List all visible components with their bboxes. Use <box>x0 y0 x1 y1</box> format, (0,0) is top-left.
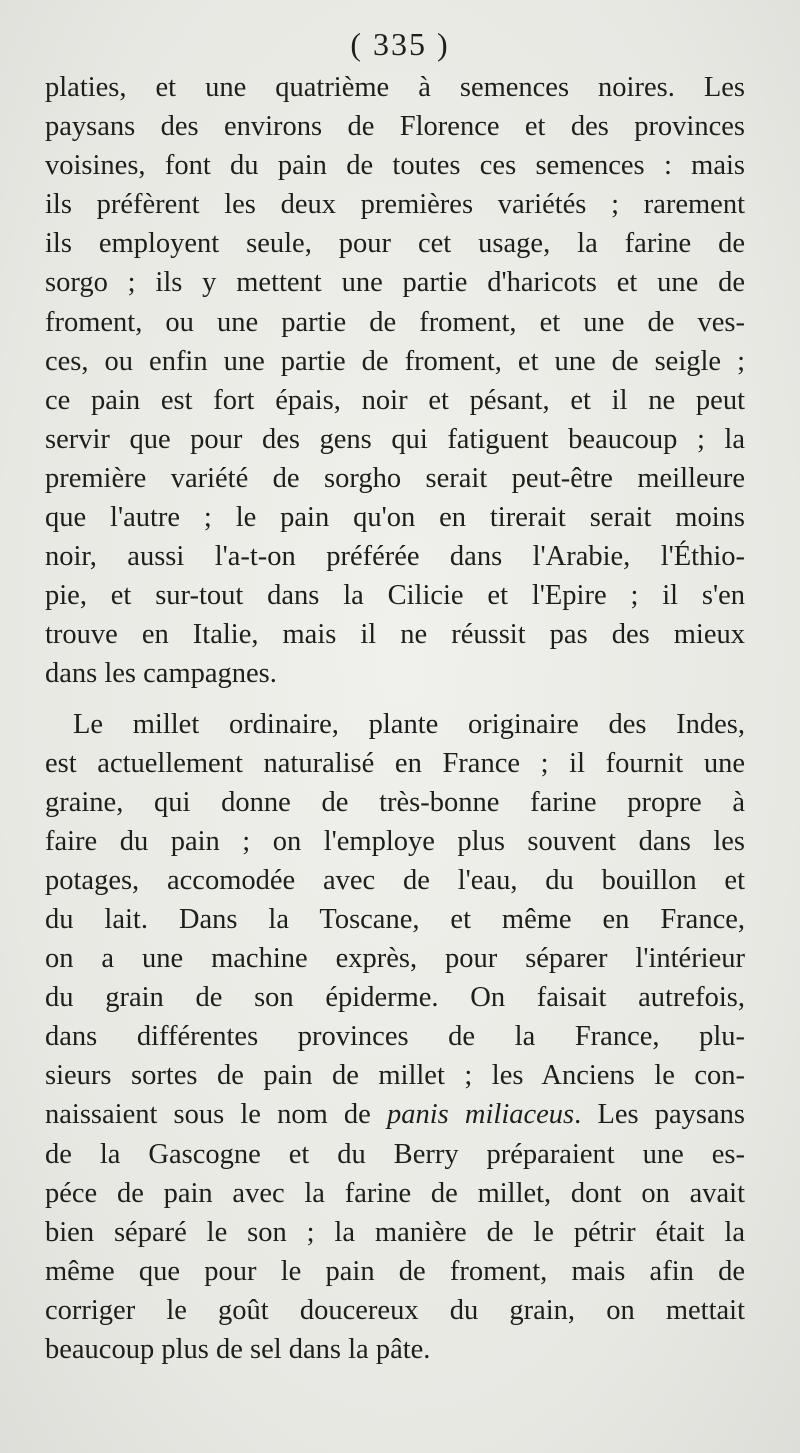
text-line: noir, aussi l'a-t-on préférée dans l'Arabie, l'Éthio- <box>45 541 745 573</box>
latin-term: panis miliaceus <box>387 1099 575 1131</box>
text-line-with-italic <box>45 1095 745 1134</box>
text-line: sieurs sortes de pain de millet ; les Anciens le con- <box>45 1060 745 1092</box>
text-line: ils préfèrent les deux premières variétés ; rarement <box>45 189 745 221</box>
text-line: ce pain est fort épais, noir et pésant, et il ne peut <box>45 384 745 416</box>
text-line: paysans des environs de Florence et des provinces <box>45 111 745 143</box>
text-line: du grain de son épiderme. On faisait autrefois, <box>45 982 745 1014</box>
body-text <box>45 68 745 1369</box>
text-line: corriger le goût doucereux du grain, on mettait <box>45 1294 745 1326</box>
paragraph-gap <box>45 694 745 705</box>
paragraph-2 <box>45 705 745 1370</box>
text-line: pie, et sur-tout dans la Cilicie et l'Epire ; il s'en <box>45 580 745 612</box>
text-line: platies, et une quatrième à semences noires. Les <box>45 72 745 103</box>
text-line: péce de pain avec la farine de millet, dont on avait <box>45 1177 745 1209</box>
text-line: on a une machine exprès, pour séparer l'intérieur <box>45 943 745 975</box>
text-line: froment, ou une partie de froment, et une de ves- <box>45 306 745 338</box>
text-line: trouve en Italie, mais il ne réussit pas des mieux <box>45 619 745 651</box>
text-line: est actuellement naturalisé en France ; il fournit une <box>45 747 745 779</box>
text-line: du lait. Dans la Toscane, et même en France, <box>45 903 745 935</box>
text-line: servir que pour des gens qui fatiguent beaucoup ; la <box>45 423 745 455</box>
text-line: sorgo ; ils y mettent une partie d'haricots et une de <box>45 267 745 299</box>
text-line: beaucoup plus de sel dans la pâte. <box>45 1334 431 1365</box>
text-line: ces, ou enfin une partie de froment, et une de seigle ; <box>45 345 745 377</box>
page-number: ( 335 ) <box>350 26 450 62</box>
text-line: que l'autre ; le pain qu'on en tirerait serait moins <box>45 502 745 534</box>
text-line: bien séparé le son ; la manière de le pétrir était la <box>45 1216 745 1248</box>
text-line: voisines, font du pain de toutes ces semences : mais <box>45 150 745 182</box>
text-line: même que pour le pain de froment, mais afin de <box>45 1255 745 1287</box>
text-line: de la Gascogne et du Berry préparaient une es- <box>45 1138 745 1170</box>
text-segment: . Les paysans <box>574 1099 745 1131</box>
text-line: dans les campagnes. <box>45 658 277 690</box>
text-segment: naissaient sous le nom de <box>45 1099 387 1131</box>
text-line: potages, accomodée avec de l'eau, du bouillon et <box>45 864 745 896</box>
text-line: graine, qui donne de très-bonne farine propre à <box>45 786 745 818</box>
paragraph-1 <box>45 68 745 694</box>
text-line: faire du pain ; on l'employe plus souvent dans les <box>45 825 745 857</box>
text-line: ils employent seule, pour cet usage, la farine de <box>45 228 745 260</box>
text-line: première variété de sorgho serait peut-être meilleure <box>45 462 745 494</box>
text-line: Le millet ordinaire, plante originaire des Indes, <box>73 708 745 740</box>
text-line: dans différentes provinces de la France, plu- <box>45 1021 745 1053</box>
